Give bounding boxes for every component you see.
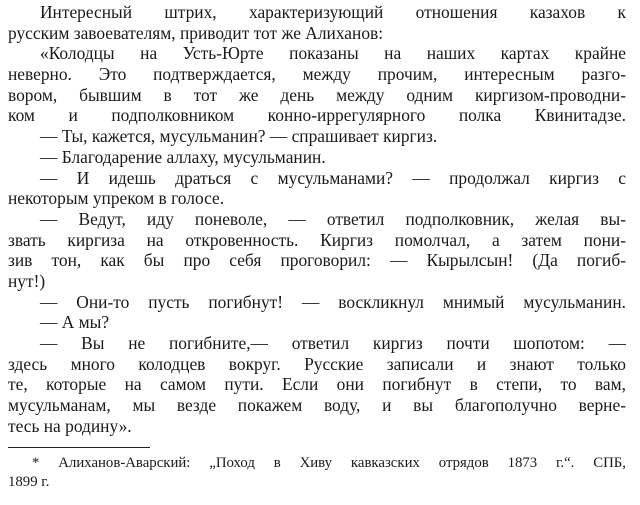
- text-line: — И идешь драться с мусульманами? — продолжал киргиз с: [40, 167, 626, 188]
- text-line: — Вы не погибните,— ответил киргиз почти шопотом: —: [40, 333, 626, 353]
- paragraph: [8, 333, 626, 436]
- text-line: «Колодцы на Усть-Юрте показаны на наших картах крайне: [40, 43, 626, 64]
- footnote-line: 1899 г.: [8, 474, 50, 490]
- text-line: — А мы?: [40, 312, 110, 333]
- text-line: — Благодарение аллаху, мусульманин.: [40, 146, 326, 167]
- paragraph: [8, 43, 626, 126]
- text-line: — Ведут, иду поневоле, — ответил подполковник, желая вы-: [40, 208, 626, 229]
- paragraph: [8, 292, 626, 313]
- text-line: ком и подполковником конно-иррегулярного полка Квинитадзе.: [8, 105, 626, 126]
- paragraph: [8, 126, 626, 147]
- text-line: зив тон, как бы про себя проговорил: — Кырылсын! (Да погиб-: [8, 250, 626, 271]
- text-line: звать киргиза на откровенность. Киргиз помолчал, а затем пони-: [8, 229, 626, 250]
- paragraph: [8, 168, 626, 209]
- text-line: те, которые на самом пути. Если они погибнут в степи, то вам,: [8, 374, 626, 395]
- text-line: русским завоевателям, приводит тот же Алиханов:: [8, 22, 384, 43]
- text-line: нут!): [8, 270, 46, 291]
- main-text: [8, 2, 626, 436]
- footnote-divider: [8, 447, 150, 448]
- text-line: неверно. Это подтверждается, между прочим, интересным разго-: [8, 64, 626, 85]
- paragraph: [8, 147, 626, 168]
- text-line: мусульманам, мы везде покажем воду, и вы благополучно верне-: [8, 395, 626, 416]
- text-line: тесь на родину».: [8, 415, 132, 436]
- footnote-line: * Алиханов-Аварский: „Поход в Хиву кавказских отрядов 1873 г.“. СПБ,: [32, 455, 626, 471]
- paragraph: [8, 2, 626, 43]
- text-line: здесь много колодцев вокруг. Русские записали и знают только: [8, 353, 626, 374]
- text-line: Интересный штрих, характеризующий отношения казахов к: [40, 2, 626, 22]
- text-line: вором, бывшим в тот же день между одним киргизом-проводни-: [8, 84, 626, 105]
- text-line: — Они-то пусть погибнут! — воскликнул мнимый мусульманин.: [40, 291, 626, 312]
- paragraph: [8, 312, 626, 333]
- text-line: некоторым упреком в голосе.: [8, 188, 225, 209]
- paragraph: [8, 209, 626, 292]
- footnote: [8, 454, 626, 492]
- text-line: — Ты, кажется, мусульманин? — спрашивает киргиз.: [40, 126, 438, 147]
